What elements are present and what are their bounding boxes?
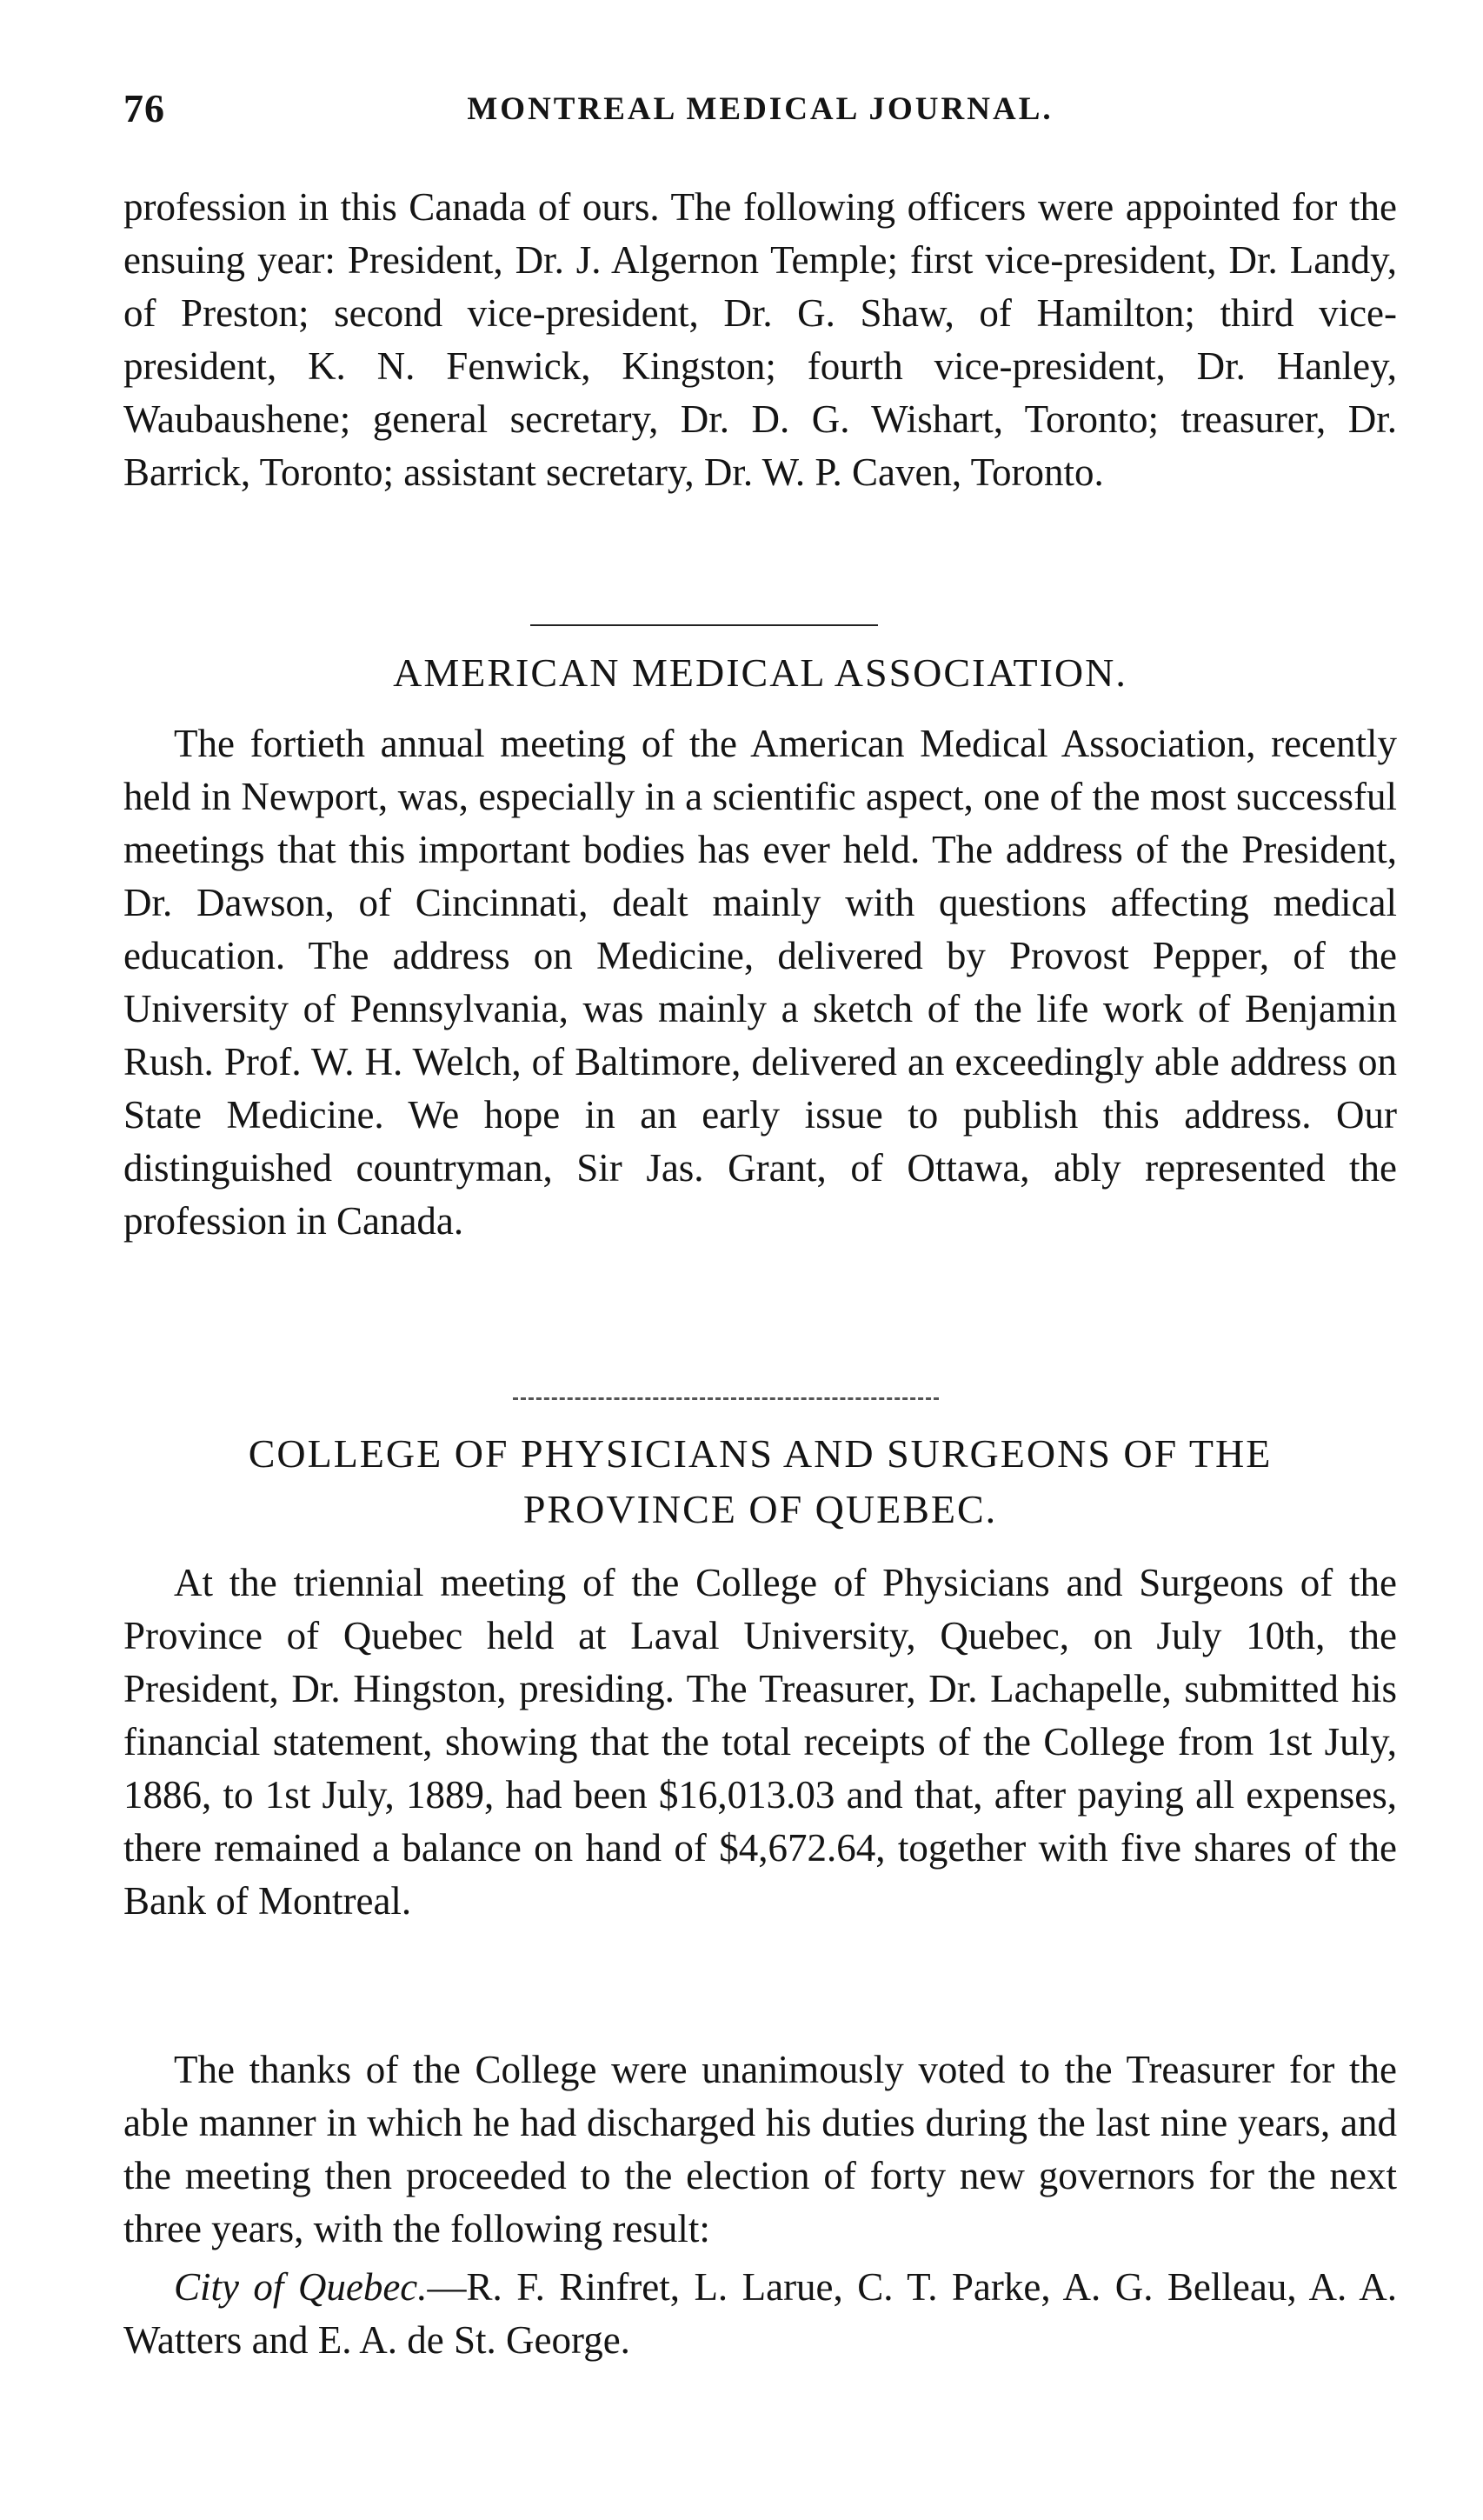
quebec-governors-list: —R. F. Rinfret, L. Larue, C. T. Parke, A. G. Belleau, A. A. Watters and E. A. de St. George. — [123, 2265, 1397, 2362]
section-heading-ama: AMERICAN MEDICAL ASSOCIATION. — [393, 650, 1127, 695]
quebec-city-label: City of Quebec. — [174, 2265, 428, 2309]
section-heading-college-line2: PROVINCE OF QUEBEC. — [522, 1487, 998, 1531]
college-paragraph-1: At the triennial meeting of the College of Physicians and Surgeons of the Province of Quebec held at Laval University, Quebec, on July 10th, the President, Dr. Hingston, presiding. The Treasurer, Dr. Lachapelle, submitted his financial statement, showing that the total receipts of the College from 1st July, 1886, to 1st July, 1889, had been $16,013.03 and that, after paying all expenses, there remained a balance on hand of $4,672.64, together with five shares of the Bank of Montreal. — [123, 1561, 1397, 1923]
college-paragraph-2: The thanks of the College were unanimously voted to the Treasurer for the able manner in which he had discharged his duties during the last nine years, and the meeting then proceeded to the election of forty new governors for the next three years, with the following result: — [123, 2048, 1397, 2250]
section-divider — [530, 624, 878, 626]
page-number: 76 — [123, 86, 165, 130]
quebec-governors-block — [123, 2261, 1397, 2367]
section-divider-dashed — [513, 1397, 939, 1400]
officers-paragraph: profession in this Canada of ours. The following officers were appointed for the ensuing year: President, Dr. J. Algernon Temple; first vice-president, Dr. Landy, of Preston; second vice-president, Dr. G. Shaw, of Hamilton; third vice-president, K. N. Fenwick, Kingston; fourth vice-president, Dr. Hanley, Waubaushene; general secretary, Dr. D. G. Wishart, Toronto; treasurer, Dr. Barrick, Toronto; assistant secretary, Dr. W. P. Caven, Toronto. — [123, 185, 1397, 494]
college-paragraph-block-1 — [123, 1557, 1397, 1928]
quebec-governors-paragraph — [123, 2261, 1397, 2367]
page-header — [123, 85, 1397, 134]
section-heading-college-line1: COLLEGE OF PHYSICIANS AND SURGEONS OF THE — [248, 1431, 1273, 1476]
ama-paragraph: The fortieth annual meeting of the American Medical Association, recently held in Newport, was, especially in a scientific aspect, one of the most successful meetings that this important bodies has ever held. The address of the President, Dr. Dawson, of Cincinnati, dealt mainly with questions affecting medical education. The address on Medicine, delivered by Provost Pepper, of the University of Pennsylvania, was mainly a sketch of the life work of Benjamin Rush. Prof. W. H. Welch, of Baltimore, delivered an exceedingly able address on State Medicine. We hope in an early issue to publish this address. Our distinguished countryman, Sir Jas. Grant, of Ottawa, ably represented the profession in Canada. — [123, 722, 1397, 1243]
section-heading-college — [123, 1426, 1397, 1537]
running-title: MONTREAL MEDICAL JOURNAL. — [467, 91, 1054, 127]
college-paragraph-block-2 — [123, 2043, 1397, 2256]
ama-paragraph-block — [123, 717, 1397, 1248]
officers-paragraph-block — [123, 181, 1397, 499]
